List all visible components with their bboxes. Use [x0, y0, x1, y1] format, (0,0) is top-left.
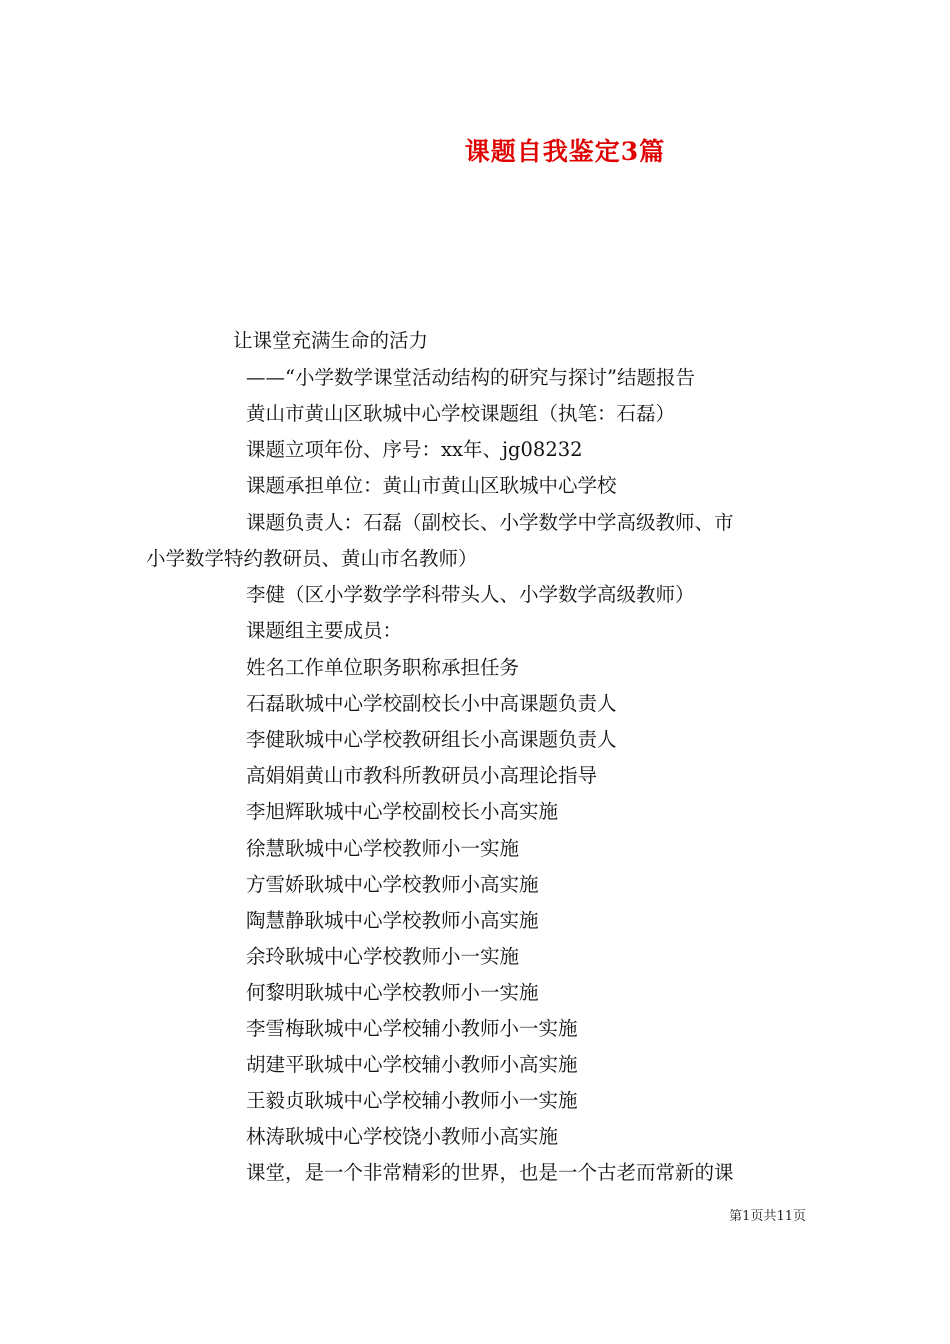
text-line: 方雪娇耿城中心学校教师小高实施 [246, 873, 539, 896]
text-line: 李健（区小学数学学科带头人、小学数学高级教师） [246, 583, 695, 606]
text-line: 课题组主要成员： [246, 619, 403, 642]
text-line: 李雪梅耿城中心学校辅小教师小一实施 [246, 1017, 578, 1040]
document-title: 课题自我鉴定3篇 [464, 137, 666, 166]
text-line: 徐慧耿城中心学校教师小一实施 [246, 837, 520, 860]
text-line: 余玲耿城中心学校教师小一实施 [246, 945, 520, 968]
text-line: 课题立项年份、序号：xx年、jg08232 [246, 438, 583, 461]
text-line: 黄山市黄山区耿城中心学校课题组（执笔：石磊） [246, 402, 676, 425]
text-line: 姓名工作单位职务职称承担任务 [246, 656, 520, 679]
text-line: 陶慧静耿城中心学校教师小高实施 [246, 909, 539, 932]
text-line: 何黎明耿城中心学校教师小一实施 [246, 981, 539, 1004]
text-line: 石磊耿城中心学校副校长小中高课题负责人 [246, 692, 617, 715]
text-line: 小学数学特约教研员、黄山市名教师） [146, 547, 478, 570]
text-line: 课题负责人：石磊（副校长、小学数学中学高级教师、市 [246, 511, 734, 534]
text-line: 课题承担单位：黄山市黄山区耿城中心学校 [246, 474, 617, 497]
text-line: 课堂，是一个非常精彩的世界，也是一个古老而常新的课 [246, 1161, 734, 1184]
page-number-footer: 第1页共11页 [729, 1209, 806, 1224]
text-line: 李健耿城中心学校教研组长小高课题负责人 [246, 728, 617, 751]
text-line: 李旭辉耿城中心学校副校长小高实施 [246, 800, 559, 823]
text-line: 胡建平耿城中心学校辅小教师小高实施 [246, 1053, 578, 1076]
text-line: ——“小学数学课堂活动结构的研究与探讨”结题报告 [246, 366, 695, 389]
text-line: 高娟娟黄山市教科所教研员小高理论指导 [246, 764, 598, 787]
text-line: 林涛耿城中心学校饶小教师小高实施 [246, 1125, 559, 1148]
text-line: 王毅贞耿城中心学校辅小教师小一实施 [246, 1089, 578, 1112]
text-line: 让课堂充满生命的活力 [233, 329, 429, 352]
